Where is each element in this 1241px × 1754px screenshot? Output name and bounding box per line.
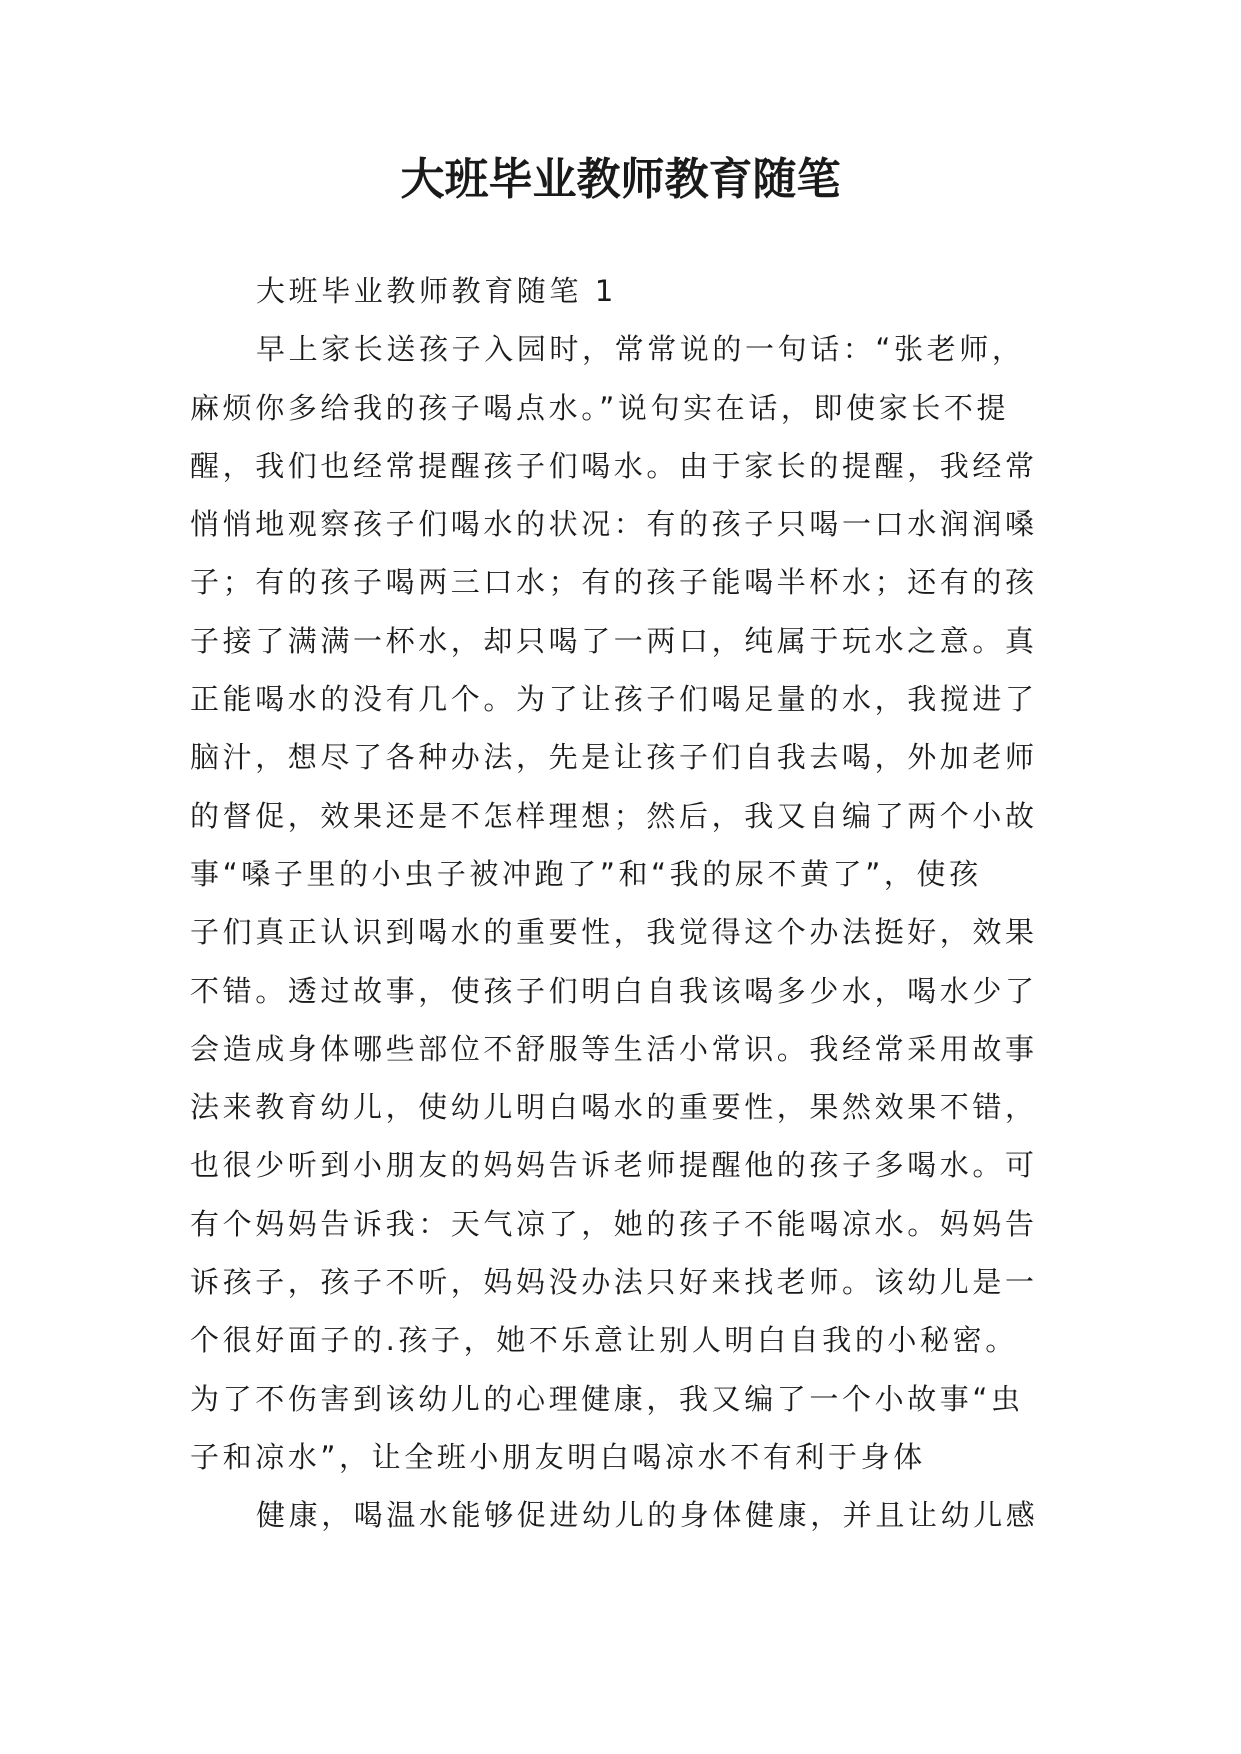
paragraph-line: 大班毕业教师教育随笔 1: [256, 274, 617, 308]
paragraph-line: 也很少听到小朋友的妈妈告诉老师提醒他的孩子多喝水。可: [190, 1148, 1038, 1183]
paragraph-line: 法来教育幼儿，使幼儿明白喝水的重要性，果然效果不错，: [190, 1090, 1038, 1125]
paragraph-line: 健康，喝温水能够促进幼儿的身体健康，并且让幼儿感: [256, 1498, 1039, 1533]
paragraph-line: 诉孩子，孩子不听，妈妈没办法只好来找老师。该幼儿是一: [190, 1265, 1038, 1300]
document-body: [190, 262, 1072, 1545]
paragraph-line: 的督促，效果还是不怎样理想；然后，我又自编了两个小故: [190, 798, 1038, 833]
paragraph-line: 脑汁，想尽了各种办法，先是让孩子们自我去喝，外加老师: [190, 740, 1038, 775]
paragraph-line: 早上家长送孩子入园时，常常说的一句话：“张老师，: [256, 332, 1025, 367]
paragraph-line: 子；有的孩子喝两三口水；有的孩子能喝半杯水；还有的孩: [190, 565, 1038, 600]
paragraph-line: 子接了满满一杯水，却只喝了一两口，纯属于玩水之意。真: [190, 623, 1038, 658]
paragraph-line: 事“嗓子里的小虫子被冲跑了”和“我的尿不黄了”，使孩: [190, 856, 982, 891]
paragraph-line: 悄悄地观察孩子们喝水的状况：有的孩子只喝一口水润润嗓: [190, 507, 1038, 542]
paragraph-line: 子和凉水”，让全班小朋友明白喝凉水不有利于身体: [190, 1439, 926, 1474]
paragraph-line: 为了不伤害到该幼儿的心理健康，我又编了一个小故事“虫: [190, 1381, 1024, 1416]
paragraph-line: 会造成身体哪些部位不舒服等生活小常识。我经常采用故事: [190, 1031, 1038, 1066]
document-title: 大班毕业教师教育随笔: [400, 154, 841, 205]
paragraph-line: 醒，我们也经常提醒孩子们喝水。由于家长的提醒，我经常: [190, 448, 1038, 483]
paragraph-line: 个很好面子的.孩子，她不乐意让别人明白自我的小秘密。: [190, 1323, 1018, 1358]
paragraph-line: 正能喝水的没有几个。为了让孩子们喝足量的水，我搅进了: [190, 682, 1038, 717]
paragraph-line: 有个妈妈告诉我：天气凉了，她的孩子不能喝凉水。妈妈告: [190, 1206, 1038, 1241]
paragraph-line: 麻烦你多给我的孩子喝点水。”说句实在话，即使家长不提: [190, 390, 1010, 425]
paragraph-line: 不错。透过故事，使孩子们明白自我该喝多少水，喝水少了: [190, 973, 1038, 1008]
paragraph-line: 子们真正认识到喝水的重要性，我觉得这个办法挺好，效果: [190, 915, 1038, 950]
